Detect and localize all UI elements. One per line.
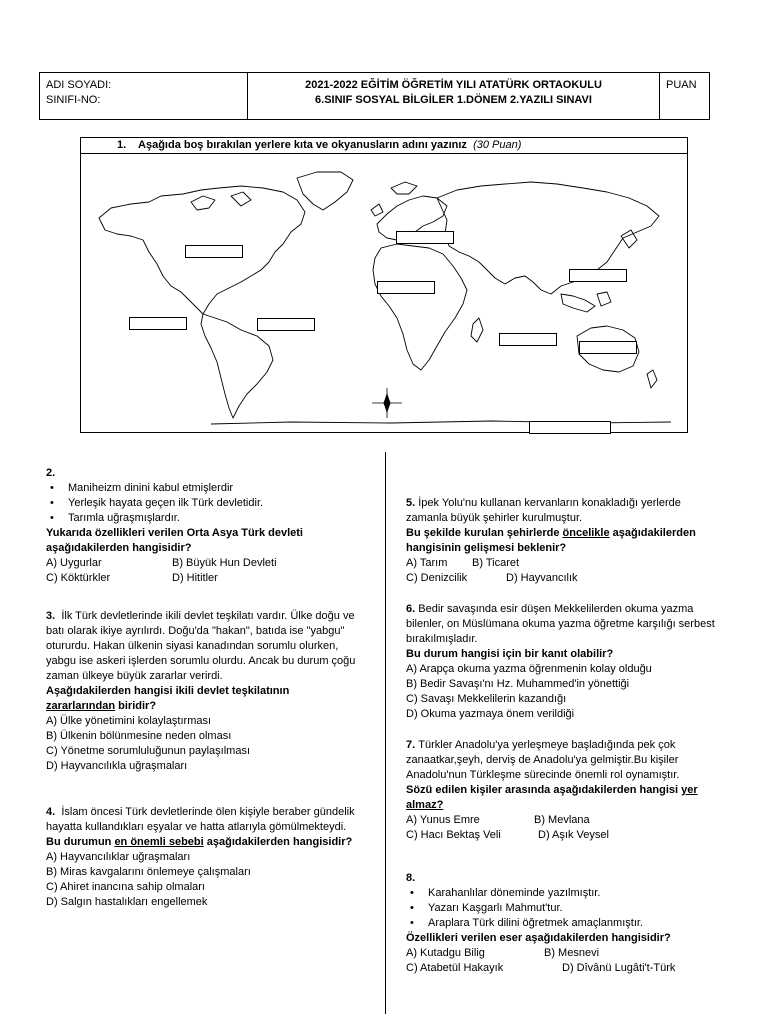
class-label: SINIFI-NO: (46, 94, 101, 106)
question-7-options-row (406, 828, 716, 843)
option-a[interactable]: A) Uygurlar (46, 557, 102, 569)
option-c[interactable]: C) Yönetme sorumluluğunun paylaşılması (46, 745, 251, 757)
question-7-number: 7. (406, 739, 416, 751)
option-d[interactable]: D) Hititler (172, 572, 218, 584)
question-2-stem: Yukarıda özellikleri verilen Orta Asya Türk devleti aşağıdakilerden hangisidir? (46, 527, 303, 554)
question-6-number: 6. (406, 603, 416, 615)
question-2-bullet: • Tarımla uğraşmışlardır. (46, 511, 371, 526)
option-b[interactable]: B) Bedir Savaşı'nı Hz. Muhammed'in yönettiği (406, 678, 630, 690)
question-7-stem (406, 783, 716, 813)
question-1-box (80, 137, 688, 433)
greenland-outline (297, 172, 353, 210)
question-1-number: 1. (117, 139, 127, 151)
option-a[interactable]: A) Arapça okuma yazma öğrenmenin kolay olduğu (406, 663, 652, 675)
question-4-stem-post: aşağıdakilerden hangisidir? (203, 836, 353, 848)
answer-blank-north-america[interactable] (185, 245, 243, 258)
question-7-options-row (406, 813, 716, 828)
question-8-bullet: • Karahanlılar döneminde yazılmıştır. (406, 886, 716, 901)
question-7-text (406, 738, 716, 783)
name-label: ADI SOYADI: (46, 79, 112, 91)
option-d[interactable]: D) Okuma yazmaya önem verildiği (406, 708, 575, 720)
answer-blank-asia[interactable] (569, 269, 627, 282)
question-5-stem-post: aşağıdakilerden hangisinin gelişmesi beklenir? (406, 527, 696, 554)
student-info-cell (40, 73, 248, 119)
question-4-body: İslam öncesi Türk devletlerinde ölen kişiyle beraber gündelik hayatta kullandıkları eşyalar ve hatta atlarıyla gömülmekteydi. (46, 806, 355, 833)
question-5-stem-underlined: öncelikle (562, 527, 610, 539)
option-c[interactable]: C) Atabetül Hakayık (406, 962, 504, 974)
question-4-number: 4. (46, 806, 56, 818)
africa-outline (373, 244, 467, 370)
question-4-stem-underlined: en önemli sebebi (114, 836, 204, 848)
question-2-options-row (46, 571, 371, 586)
option-c[interactable]: C) Ahiret inancına sahip olmaları (46, 881, 205, 893)
option-a[interactable]: A) Ülke yönetimini kolaylaştırması (46, 715, 212, 727)
answer-blank-indian-ocean[interactable] (499, 333, 557, 346)
question-8-bullet: • Yazarı Kaşgarlı Mahmut'tur. (406, 901, 716, 916)
question-8-stem: Özellikleri verilen eser aşağıdakilerden hangisidir? (406, 932, 671, 944)
option-b[interactable]: B) Mevlana (534, 814, 590, 826)
question-8-bullet: • Araplara Türk dilini öğretmek amaçlanmıştır. (406, 916, 716, 931)
option-d[interactable]: D) Dîvânü Lugâti't-Türk (562, 962, 676, 974)
option-b[interactable]: B) Ticaret (472, 557, 520, 569)
left-column (46, 466, 371, 910)
question-4-stem (46, 835, 371, 850)
question-6-stem: Bu durum hangisi için bir kanıt olabilir? (406, 648, 614, 660)
score-cell (660, 73, 711, 119)
answer-blank-south-america[interactable] (257, 318, 315, 331)
question-6-text (406, 602, 716, 647)
option-a[interactable]: A) Yunus Emre (406, 814, 480, 826)
question-3-stem (46, 684, 371, 714)
school-title: 2021-2022 EĞİTİM ÖĞRETİM YILI ATATÜRK ORTAOKULU (305, 79, 602, 91)
question-2-bullet: • Yerleşik hayata geçen ilk Türk devletidir. (46, 496, 371, 511)
question-1-title (81, 138, 687, 154)
question-1-text: Aşağıda boş bırakılan yerlere kıta ve okyanusların adını yazınız (138, 139, 467, 151)
world-map (91, 166, 677, 428)
question-8-number: 8. (406, 872, 416, 884)
question-3-number: 3. (46, 610, 56, 622)
option-d[interactable]: D) Aşık Veysel (538, 829, 609, 841)
question-5-text (406, 496, 716, 526)
question-2-options-row (46, 556, 371, 571)
question-8-options-row (406, 961, 716, 976)
answer-blank-australia[interactable] (579, 341, 637, 354)
option-c[interactable]: C) Köktürkler (46, 572, 111, 584)
question-5-options-row (406, 556, 716, 571)
option-b[interactable]: B) Büyük Hun Devleti (172, 557, 277, 569)
question-3-stem-pre: Aşağıdakilerden hangisi ikili devlet teşkilatının (46, 685, 290, 697)
option-b[interactable]: B) Miras kavgalarını önlemeye çalışmaları (46, 866, 251, 878)
question-6-body: Bedir savaşında esir düşen Mekkelilerden okuma yazma bilenler, on Müslümana okuma yazma öğretme karşılığı serbest bırakılmışladır. (406, 603, 715, 645)
question-8-options-row (406, 946, 716, 961)
question-3-text (46, 609, 371, 684)
question-4-text (46, 805, 371, 835)
option-c[interactable]: C) Savaşı Mekkelilerin kazandığı (406, 693, 567, 705)
option-d[interactable]: D) Hayvancılıkla uğraşmaları (46, 760, 188, 772)
answer-blank-africa[interactable] (377, 281, 435, 294)
exam-title-cell (248, 73, 660, 119)
answer-blank-antarctica[interactable] (529, 421, 611, 434)
question-5-options-row (406, 571, 716, 586)
option-c[interactable]: C) Denizcilik (406, 572, 468, 584)
option-d[interactable]: D) Hayvancılık (506, 572, 578, 584)
option-a[interactable]: A) Tarım (406, 557, 448, 569)
question-5-number: 5. (406, 497, 416, 509)
question-5-body: İpek Yolu'nu kullanan kervanların konakladığı yerlerde zamanla büyük şehirler kurulmuştur. (406, 497, 681, 524)
question-7-stem-underlined: yer almaz? (406, 784, 698, 811)
option-b[interactable]: B) Ülkenin bölünmesine neden olması (46, 730, 232, 742)
question-7-body: Türkler Anadolu'ya yerleşmeye başladığında pek çok zanaatkar,şeyh, derviş de Anadolu'ya gelmiştir.Bu kişiler Anadolu'nun Türkleşme sürecinde önemli rol oynamıştır. (406, 739, 680, 781)
answer-blank-europe[interactable] (396, 231, 454, 244)
question-3-stem-underlined: zararlarından (46, 700, 116, 712)
question-7-stem-pre: Sözü edilen kişiler arasında aşağıdakilerden hangisi (406, 784, 682, 796)
question-5-stem (406, 526, 716, 556)
question-3-stem-post: biridir? (115, 700, 157, 712)
option-c[interactable]: C) Hacı Bektaş Veli (406, 829, 501, 841)
question-4-stem-pre: Bu durumun (46, 836, 115, 848)
question-5-stem-pre: Bu şekilde kurulan şehirlerde (406, 527, 563, 539)
option-a[interactable]: A) Hayvancılıklar uğraşmaları (46, 851, 191, 863)
compass-rose-icon (372, 388, 402, 418)
option-b[interactable]: B) Mesnevi (544, 947, 600, 959)
option-a[interactable]: A) Kutadgu Bilig (406, 947, 485, 959)
exam-title: 6.SINIF SOSYAL BİLGİLER 1.DÖNEM 2.YAZILI SINAVI (315, 94, 592, 106)
score-label: PUAN (666, 79, 697, 91)
answer-blank-atlantic-west[interactable] (129, 317, 187, 330)
exam-header (39, 72, 710, 120)
column-divider (385, 452, 386, 1014)
question-1-points: (30 Puan) (473, 139, 522, 151)
question-2-number: 2. (46, 467, 56, 479)
question-2-bullet: • Maniheizm dinini kabul etmişlerdir (46, 481, 371, 496)
question-3-body: İlk Türk devletlerinde ikili devlet teşkilatı vardır. Ülke doğu ve batı olarak ikiye ayrılırdı. Doğu'da "hakan", batıda ise "yabgu" otururdu. Hakan ülkenin siyasi kanadından sorumlu olurken, yabgu ise askeri işlerden sorumlu olurdu. Ancak bu durum çoğu zaman ülkeye büyük zararlar verirdi. (46, 610, 356, 682)
option-d[interactable]: D) Salgın hastalıkları engellemek (46, 896, 208, 908)
right-column (406, 496, 716, 976)
